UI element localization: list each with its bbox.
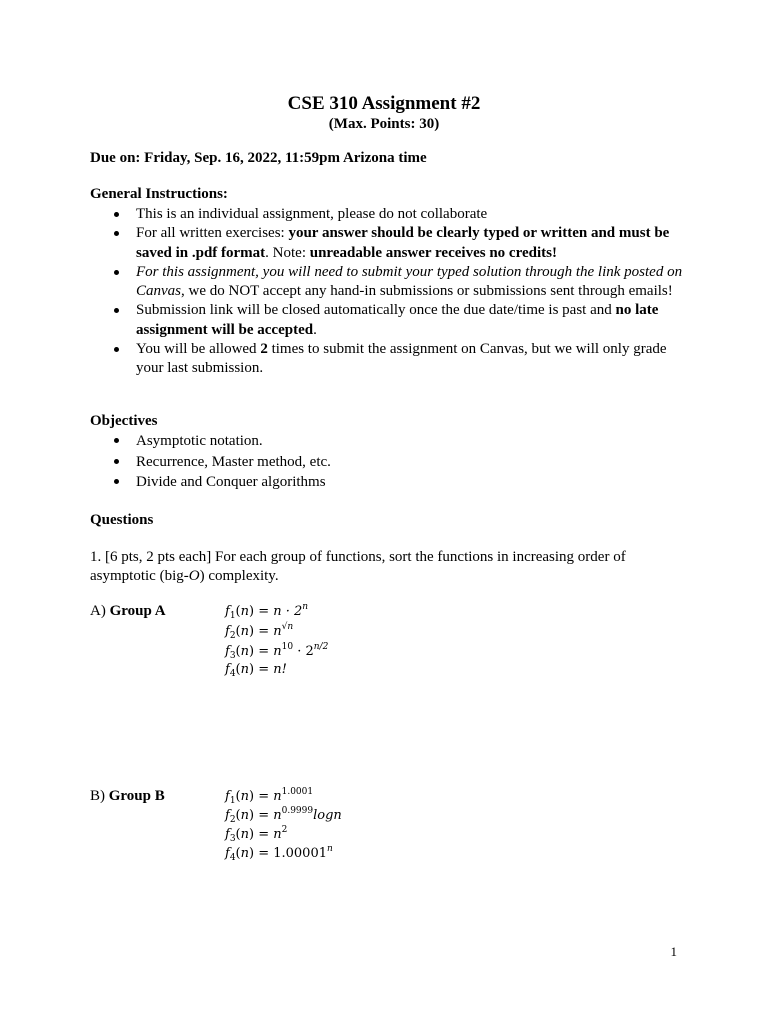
math-term: 1.00001: [273, 846, 327, 861]
group-prefix: A): [90, 603, 110, 619]
math-term: n: [273, 644, 282, 659]
objective-text: Recurrence, Master method, etc.: [136, 453, 331, 470]
list-item: [90, 340, 690, 379]
group-a-f1: $f_1(n) = n \cdot 2^n$: [225, 602, 309, 621]
math-term: logn: [313, 808, 342, 823]
math-exponent: n: [302, 602, 309, 612]
math-term: n · 2: [273, 604, 303, 619]
group-a-f2: $f_2(n) = n^{√n}$: [225, 622, 294, 641]
list-item: [90, 263, 690, 302]
math-exponent: n/2: [313, 642, 329, 652]
big-o-symbol: O: [188, 568, 200, 584]
instructions-list: [90, 205, 690, 379]
math-exponent: 1.0001: [281, 787, 314, 797]
due-date: Due on: Friday, Sep. 16, 2022, 11:59pm Arizona time: [90, 150, 427, 166]
math-term: n!: [273, 662, 287, 677]
instruction-text: , we do NOT accept any hand-in submissions or submissions sent through emails!: [181, 283, 673, 300]
list-item: [90, 431, 690, 452]
list-item: [90, 224, 690, 263]
group-name: Group A: [109, 603, 166, 619]
group-name: Group B: [108, 788, 165, 804]
instruction-emphasis: no late assignment will be accepted: [136, 302, 659, 338]
objectives-list: [90, 431, 690, 493]
group-b-f3: $f_3(n) = n^2$: [225, 825, 288, 844]
question-text: ) complexity.: [199, 568, 279, 584]
math-exponent: √n: [281, 622, 294, 632]
page-number: 1: [670, 944, 677, 959]
math-term: n: [273, 808, 282, 823]
instruction-text: You will be allowed: [136, 341, 261, 358]
instruction-text: .: [313, 321, 317, 338]
max-points: (Max. Points: 30): [328, 116, 440, 132]
group-a-f4: $f_4(n) = n$!: [225, 662, 287, 679]
group-b-f1: $f_1(n) = n^{1.0001}$: [225, 787, 314, 806]
list-item: [90, 472, 690, 493]
objective-text: Divide and Conquer algorithms: [136, 474, 326, 490]
instruction-text: For all written exercises:: [136, 225, 289, 242]
math-exponent: 0.9999: [281, 806, 314, 816]
group-b-f2: $f_2(n) = n^{0.9999}\log n$: [225, 806, 342, 825]
group-prefix: B): [90, 788, 109, 804]
instruction-emphasis: unreadable answer receives no credits!: [309, 244, 557, 261]
page-title: CSE 310 Assignment #2: [287, 93, 481, 114]
list-item: [90, 205, 690, 224]
group-b-label: [90, 788, 165, 805]
objective-text: Asymptotic notation.: [136, 433, 263, 449]
questions-heading: Questions: [90, 512, 154, 528]
list-item: [90, 452, 690, 473]
math-exponent: 2: [281, 825, 288, 835]
math-term: n: [273, 827, 282, 842]
instruction-text: Submission link will be closed automatically once the due date/time is past and: [136, 302, 616, 319]
math-term: n: [273, 624, 282, 639]
math-term: · 2: [293, 644, 314, 659]
list-item: [90, 301, 690, 340]
question-1-text: [90, 548, 680, 586]
objectives-heading: Objectives: [90, 413, 158, 429]
general-instructions-heading: General Instructions:: [90, 186, 228, 202]
instruction-text: times to submit the assignment on Canvas, but we will only grade your last submission.: [136, 341, 667, 377]
instruction-emphasis: your answer should be clearly typed or written and must be saved in .pdf format: [136, 225, 670, 261]
instruction-text: . Note:: [265, 244, 310, 261]
group-a-label: [90, 603, 166, 620]
group-a-f3: $f_3(n) = n^{10} \cdot 2^{n/2}$: [225, 642, 329, 661]
math-term: n: [273, 789, 282, 804]
instruction-text: This is an individual assignment, please do not collaborate: [136, 206, 488, 222]
question-text: 1. [6 pts, 2 pts each] For each group of functions, sort the functions in increasing order of asymptotic (big-: [90, 549, 626, 584]
math-exponent: 10: [281, 642, 294, 652]
math-exponent: n: [327, 844, 333, 854]
group-b-f4: $f_4(n) = 1.00001^n$: [225, 844, 333, 863]
instruction-italic: For this assignment, you will need to submit your typed solution through the link posted on Canvas: [136, 263, 683, 300]
instruction-emphasis: 2: [260, 341, 268, 358]
